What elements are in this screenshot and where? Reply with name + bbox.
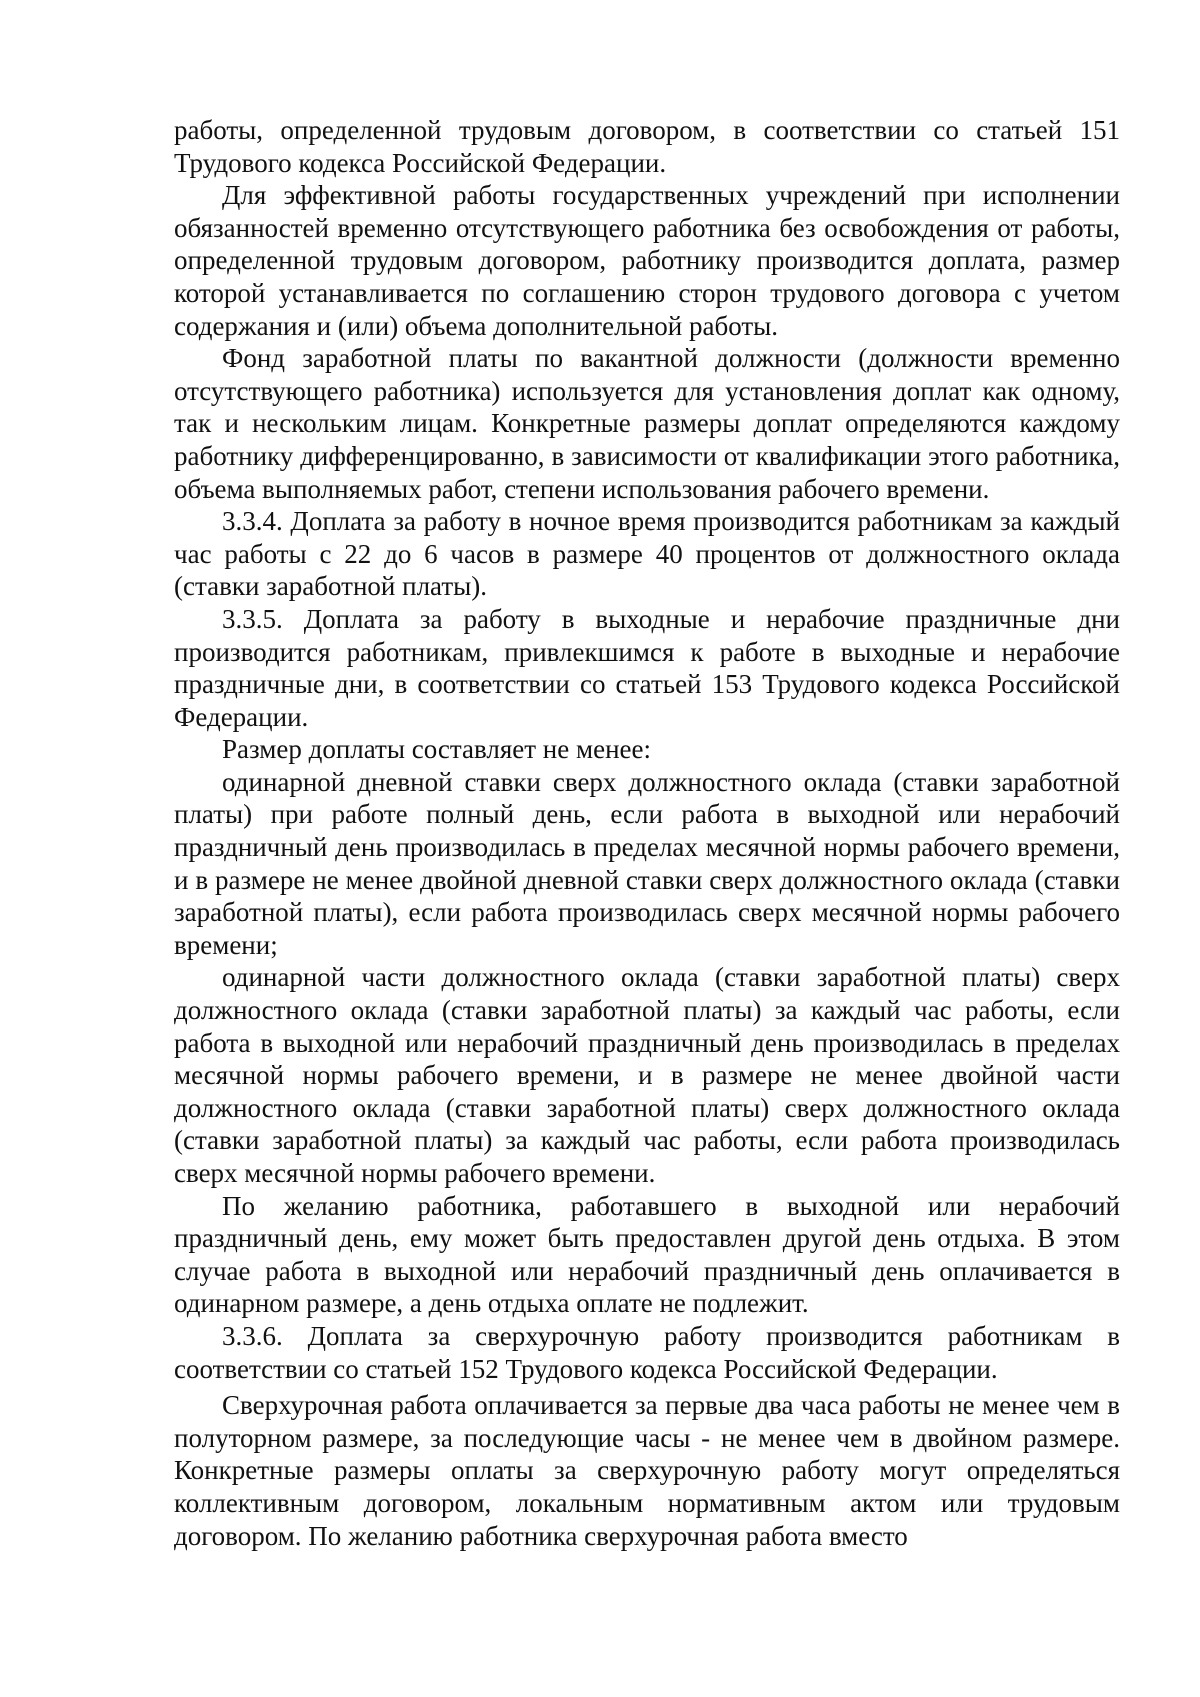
paragraph-single-hour-rate: одинарной части должностного оклада (ставки заработной платы) сверх должностного оклада (ставки заработной платы) за каждый час работы, если работа в выходной или нерабочий праздничный день производилась в пределах месячной нормы рабочего времени, и в размере не менее двойной части должностного оклада (ставки заработной платы) сверх должностного оклада (ставки заработной платы) за каждый час работы, если работа производилась сверх месячной нормы рабочего времени. [174, 962, 1120, 1188]
paragraph-payment-minimum: Размер доплаты составляет не менее: [222, 734, 651, 765]
document-page [174, 114, 1120, 1552]
paragraph-3-3-6-overtime: 3.3.6. Доплата за сверхурочную работу производится работникам в соответствии со статьей 152 Трудового кодекса Российской Федерации. [174, 1320, 1120, 1384]
paragraph-3-3-4-night-work: 3.3.4. Доплата за работу в ночное время производится работникам за каждый час работы с 22 до 6 часов в размере 40 процентов от должностного оклада (ставки заработной платы). [174, 506, 1120, 602]
paragraph-3-3-5-holiday-work: 3.3.5. Доплата за работу в выходные и нерабочие праздничные дни производится работникам, привлекшимся к работе в выходные и нерабочие праздничные дни, в соответствии со статьей 153 Трудового кодекса Российской Федерации. [174, 603, 1120, 732]
paragraph-overtime-rates: Сверхурочная работа оплачивается за первые два часа работы не менее чем в полуторном размере, за последующие часы - не менее чем в двойном размере. Конкретные размеры оплаты за сверхурочную работу могут определяться коллективным договором, локальным нормативным актом или трудовым договором. По желанию работника сверхурочная работа вместо [174, 1390, 1120, 1551]
paragraph-day-off-option: По желанию работника, работавшего в выходной или нерабочий праздничный день, ему может быть предоставлен другой день отдыха. В этом случае работа в выходной или нерабочий праздничный день оплачивается в одинарном размере, а день отдыха оплате не подлежит. [174, 1190, 1120, 1319]
paragraph-acting-duties-pay: Для эффективной работы государственных учреждений при исполнении обязанностей временно отсутствующего работника без освобождения от работы, определенной трудовым договором, работнику производится доплата, размер которой устанавливается по соглашению сторон трудового договора с учетом содержания и (или) объема дополнительной работы. [174, 180, 1120, 341]
paragraph-continuation: работы, определенной трудовым договором, в соответствии со статьей 151 Трудового кодекса Российской Федерации. [174, 115, 1120, 178]
paragraph-single-day-rate: одинарной дневной ставки сверх должностного оклада (ставки заработной платы) при работе полный день, если работа в выходной или нерабочий праздничный день производилась в пределах месячной нормы рабочего времени, и в размере не менее двойной дневной ставки сверх должностного оклада (ставки заработной платы), если работа производилась сверх месячной нормы рабочего времени; [174, 766, 1120, 960]
paragraph-vacancy-fund: Фонд заработной платы по вакантной должности (должности временно отсутствующего работника) используется для установления доплат как одному, так и нескольким лицам. Конкретные размеры доплат определяются каждому работнику дифференцированно, в зависимости от квалификации этого работника, объема выполняемых работ, степени использования рабочего времени. [174, 343, 1120, 504]
